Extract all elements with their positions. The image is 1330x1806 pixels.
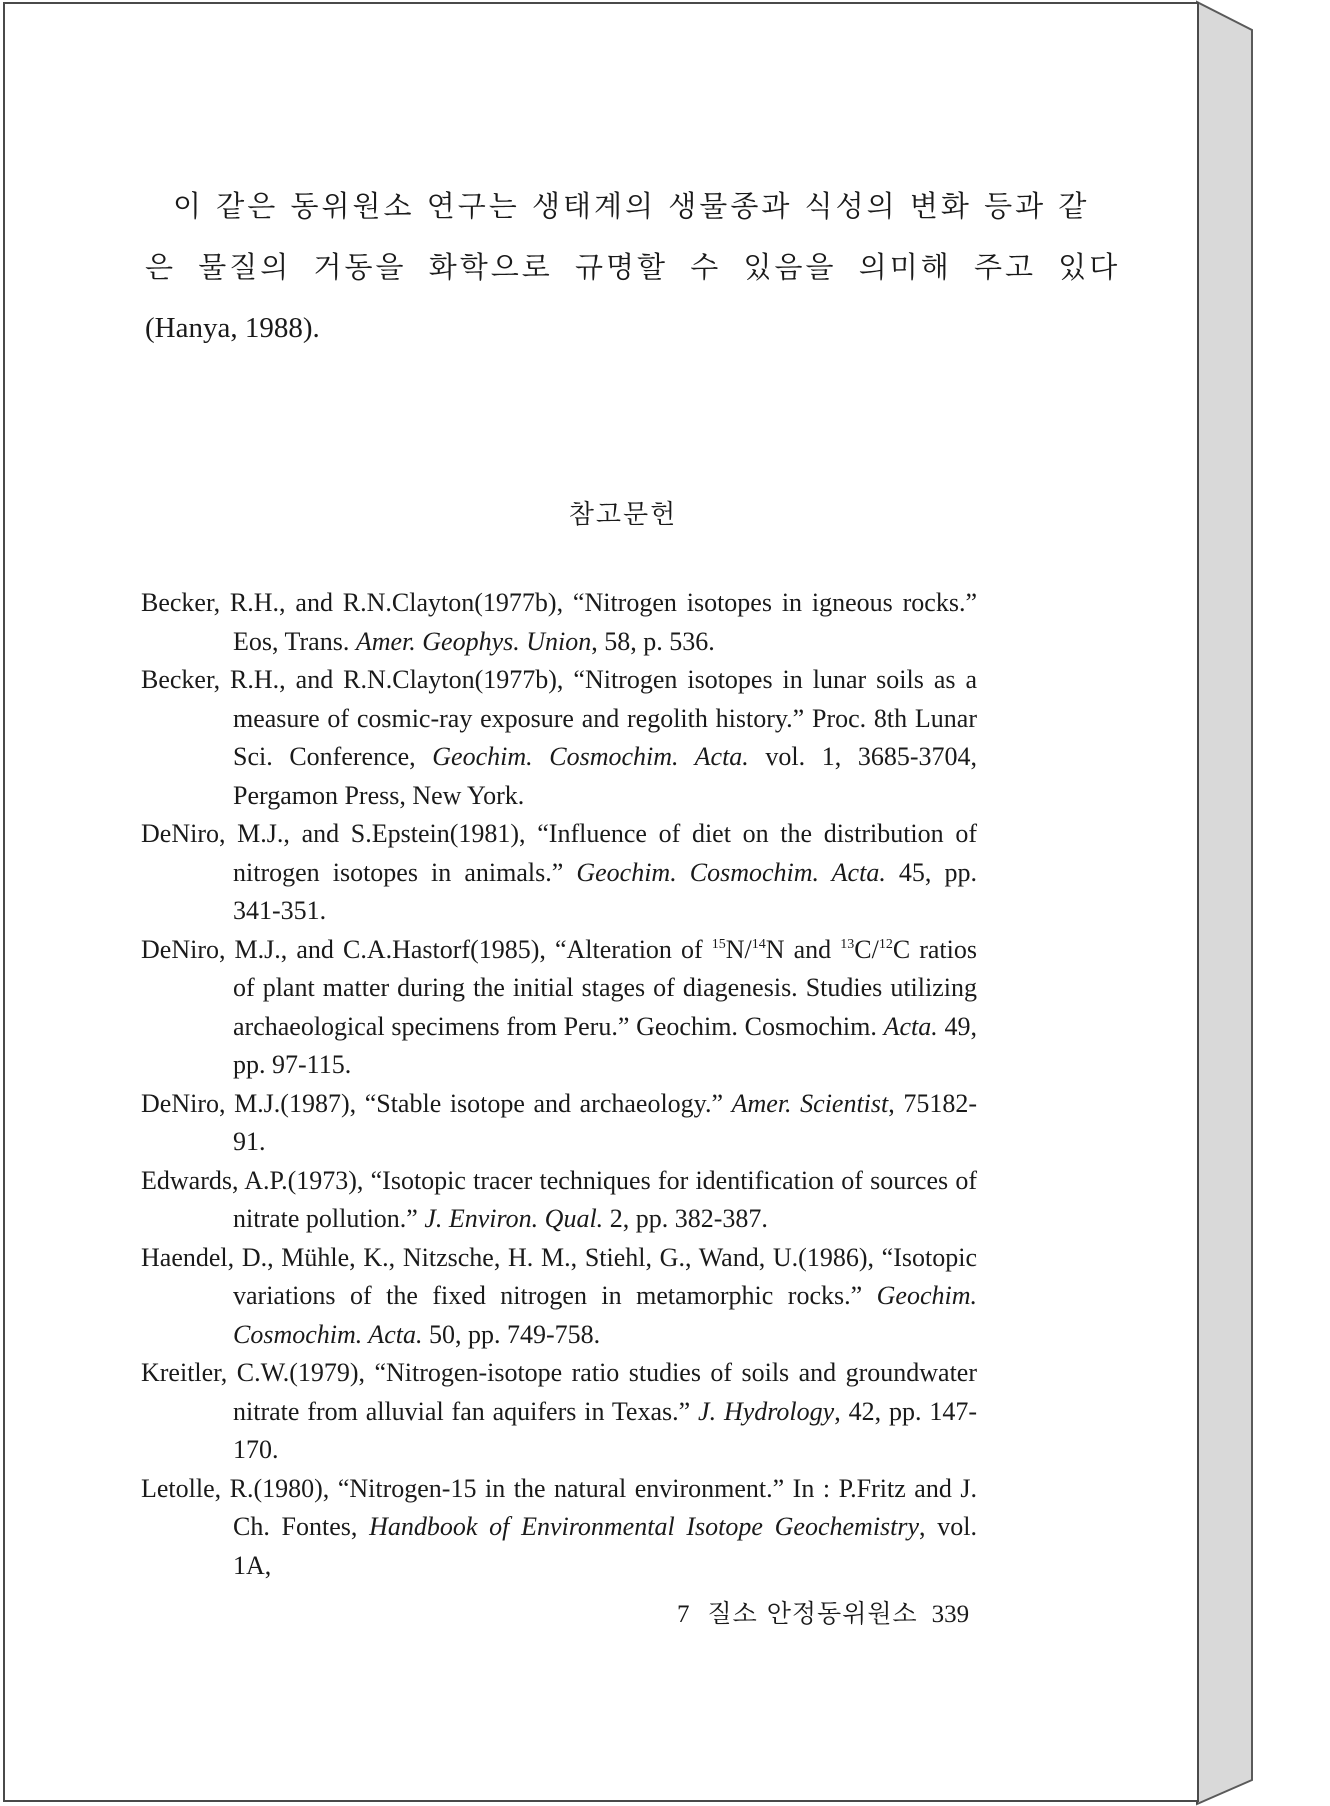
- reference-entry: [141, 1085, 977, 1162]
- reference-entry: [141, 1239, 977, 1355]
- reference-text: , 75182-91.: [233, 1088, 977, 1156]
- reference-text: DeNiro, M.J., and S.Epstein(1981), “Influence of diet on the distribution of nitrogen isotopes in animals.”: [141, 819, 977, 887]
- reference-text: C/: [854, 934, 879, 964]
- reference-journal: Handbook of Environmental Isotope Geochemistry: [369, 1512, 920, 1541]
- reference-entry: [141, 1162, 977, 1239]
- isotope-superscript: 14: [751, 936, 766, 952]
- isotope-superscript: 13: [840, 936, 855, 952]
- document-page: [3, 2, 1199, 1802]
- reference-text: 2, pp. 382-387.: [603, 1204, 768, 1233]
- reference-text: vol. 1, 3685-3704, Pergamon Press, New York.: [233, 742, 978, 810]
- chapter-title: 질소 안정동위원소: [707, 1599, 918, 1628]
- reference-entry: [141, 584, 977, 661]
- reference-entry: [141, 931, 977, 1085]
- reference-text: N/: [725, 934, 752, 964]
- reference-text: Becker, R.H., and R.N.Clayton(1977b), “Nitrogen isotopes in lunar soils as a measure of cosmic-ray exposure and regolith history.” Proc. 8th Lunar Sci. Conference,: [141, 665, 977, 771]
- chapter-number: 7: [677, 1601, 690, 1628]
- reference-journal: Amer. Scientist: [731, 1088, 889, 1118]
- references-heading: 참고문헌: [568, 500, 678, 530]
- reference-text: C ratios of plant matter during the initial stages of diagenesis. Studies utilizing archaeological specimens from Peru.” Geochim. Cosmochim.: [233, 934, 977, 1041]
- intro-line-1: 이 같은 동위원소 연구는 생태계의 생물종과 식성의 변화 등과 같: [173, 189, 1090, 223]
- reference-text: N and: [765, 934, 841, 964]
- reference-text: 50, pp. 749-758.: [422, 1319, 601, 1349]
- reference-journal: Geochim. Cosmochim. Acta.: [432, 742, 749, 771]
- reference-text: Becker, R.H., and R.N.Clayton(1977b), “Nitrogen isotopes in igneous rocks.” Eos, Trans.: [141, 588, 977, 656]
- reference-text: Letolle, R.(1980), “Nitrogen-15 in the natural environment.” In : P.Fritz and J. Ch. Fontes,: [141, 1473, 977, 1541]
- reference-journal: Geochim. Cosmochim. Acta.: [576, 857, 886, 887]
- reference-text: DeNiro, M.J., and C.A.Hastorf(1985), “Alteration of: [141, 934, 712, 964]
- reference-text: 49, pp. 97-115.: [233, 1011, 977, 1079]
- reference-entry: [141, 661, 977, 815]
- isotope-superscript: 12: [878, 936, 893, 952]
- running-footer: [677, 1594, 969, 1630]
- reference-text: Kreitler, C.W.(1979), “Nitrogen-isotope ratio studies of soils and groundwater nitrate from alluvial fan aquifers in Texas.”: [141, 1358, 977, 1426]
- reference-journal: Amer. Geophys. Union: [355, 626, 592, 656]
- isotope-superscript: 15: [711, 936, 726, 952]
- reference-text: DeNiro, M.J.(1987), “Stable isotope and archaeology.”: [141, 1088, 732, 1118]
- reference-journal: J. Hydrology: [698, 1396, 835, 1426]
- reference-text: Edwards, A.P.(1973), “Isotopic tracer techniques for identification of sources of nitrate pollution.”: [141, 1165, 977, 1233]
- references-list: [141, 584, 977, 1585]
- reference-journal: Acta.: [883, 1011, 938, 1041]
- reference-journal: Geochim. Cosmochim. Acta.: [233, 1281, 977, 1349]
- intro-line-3: (Hanya, 1988).: [145, 312, 320, 344]
- reference-journal: J. Environ. Qual.: [424, 1204, 604, 1233]
- intro-paragraph: [145, 176, 1121, 359]
- reference-text: , 58, p. 536.: [591, 626, 715, 656]
- reference-text: Haendel, D., Mühle, K., Nitzsche, H. M., Stiehl, G., Wand, U.(1986), “Isotopic variations of the fixed nitrogen in metamorphic rocks.”: [141, 1242, 977, 1310]
- reference-entry: [141, 1354, 977, 1470]
- reference-entry: [141, 1470, 977, 1586]
- reference-entry: [141, 815, 977, 931]
- intro-line-2: 은 물질의 거동을 화학으로 규명할 수 있음을 의미해 주고 있다: [145, 250, 1121, 284]
- page-number: 339: [931, 1601, 970, 1628]
- reference-text: 45, pp. 341-351.: [233, 857, 977, 925]
- reference-text: , vol. 1A,: [233, 1512, 977, 1580]
- reference-text: , 42, pp. 147-170.: [233, 1396, 977, 1464]
